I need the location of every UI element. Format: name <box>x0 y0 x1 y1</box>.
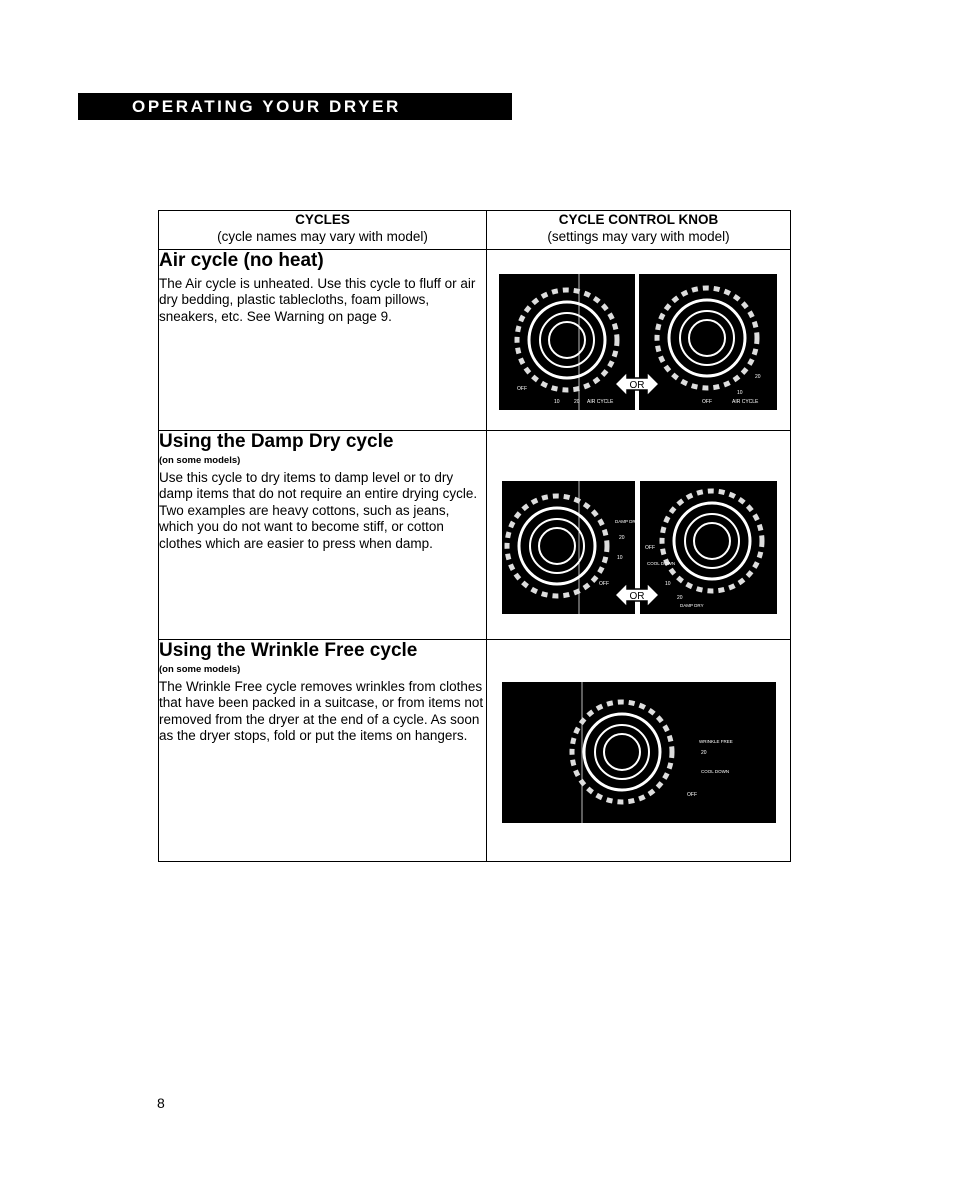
damp-dry-note: (on some models) <box>159 455 241 466</box>
cycles-header-title: CYCLES <box>295 212 350 227</box>
right-20-label: 20 <box>677 595 683 601</box>
air-cycle-knob-photo <box>487 250 789 428</box>
air-cycle-body: The Air cycle is unheated. Use this cycle to fluff or air dry bedding, plastic tablecloths, foam pillows, sneakers, etc. See Warning on page 9. <box>159 276 476 324</box>
wrinkle-free-knob-photo <box>487 640 789 859</box>
cycles-column-header <box>159 211 487 250</box>
right-off-label: OFF <box>702 399 712 405</box>
table-row-wrinkle-free <box>159 640 791 862</box>
section-banner: OPERATING YOUR DRYER <box>78 93 512 120</box>
right-20-label: 20 <box>755 374 761 380</box>
left-10-label: 10 <box>554 399 560 405</box>
left-10-label: 10 <box>617 555 623 561</box>
cool-down-label: COOL DOWN <box>701 769 730 774</box>
damp-dry-body: Use this cycle to dry items to damp level or to dry damp items that do not require an entire drying cycle. Two examples are heavy cottons, such as jeans, which you do not want to become stiff, or cotton clothes which are easier to press when damp. <box>159 470 478 551</box>
damp-dry-knob-cell <box>487 431 791 640</box>
off-label: OFF <box>687 792 697 798</box>
damp-dry-title: Using the Damp Dry cycle <box>159 431 394 452</box>
left-off-label: OFF <box>517 386 527 392</box>
right-10-label: 10 <box>737 390 743 396</box>
wrinkle-free-description <box>159 640 487 862</box>
table-row-damp-dry <box>159 431 791 640</box>
left-20-label: 20 <box>619 535 625 541</box>
wrinkle-free-body: The Wrinkle Free cycle removes wrinkles from clothes that have been packed in a suitcase, or from items not removed from the dryer at the end of a cycle. As soon as the dryer stops, fold or put the items on hangers. <box>159 679 484 744</box>
left-20-label: 20 <box>574 399 580 405</box>
wrinkle-free-note: (on some models) <box>159 664 241 675</box>
right-cool-label: COOL DOWN <box>647 561 676 566</box>
wrinkle-free-knob-cell <box>487 640 791 862</box>
table-header-row <box>159 211 791 250</box>
right-damp-label: DAMP DRY <box>680 603 704 608</box>
or-label: OR <box>629 591 645 602</box>
right-knob-panel <box>640 481 777 614</box>
page-number: 8 <box>157 1095 165 1111</box>
knob-header-title: CYCLE CONTROL KNOB <box>558 212 719 227</box>
cycles-table <box>158 210 791 862</box>
left-damp-label: DAMP DRY <box>615 519 639 524</box>
knob-column-header <box>487 211 791 250</box>
right-air-label: AIR CYCLE <box>732 399 759 405</box>
damp-dry-description <box>159 431 487 640</box>
knob-header-subtitle: (settings may vary with model) <box>547 229 730 244</box>
table-row-air-cycle <box>159 250 791 431</box>
wrinkle-free-label: WRINKLE FREE <box>699 739 733 744</box>
right-10-label: 10 <box>665 581 671 587</box>
air-cycle-title: Air cycle (no heat) <box>159 250 324 271</box>
left-off-label: OFF <box>599 581 609 587</box>
left-air-label: AIR CYCLE <box>587 399 614 405</box>
air-cycle-knob-cell <box>487 250 791 431</box>
air-cycle-description <box>159 250 487 431</box>
twenty-label: 20 <box>701 750 707 756</box>
or-label: OR <box>629 380 645 391</box>
right-off-label: OFF <box>645 545 655 551</box>
wrinkle-free-title: Using the Wrinkle Free cycle <box>159 640 418 661</box>
damp-dry-knob-photo <box>487 431 789 637</box>
cycles-header-subtitle: (cycle names may vary with model) <box>217 229 428 244</box>
